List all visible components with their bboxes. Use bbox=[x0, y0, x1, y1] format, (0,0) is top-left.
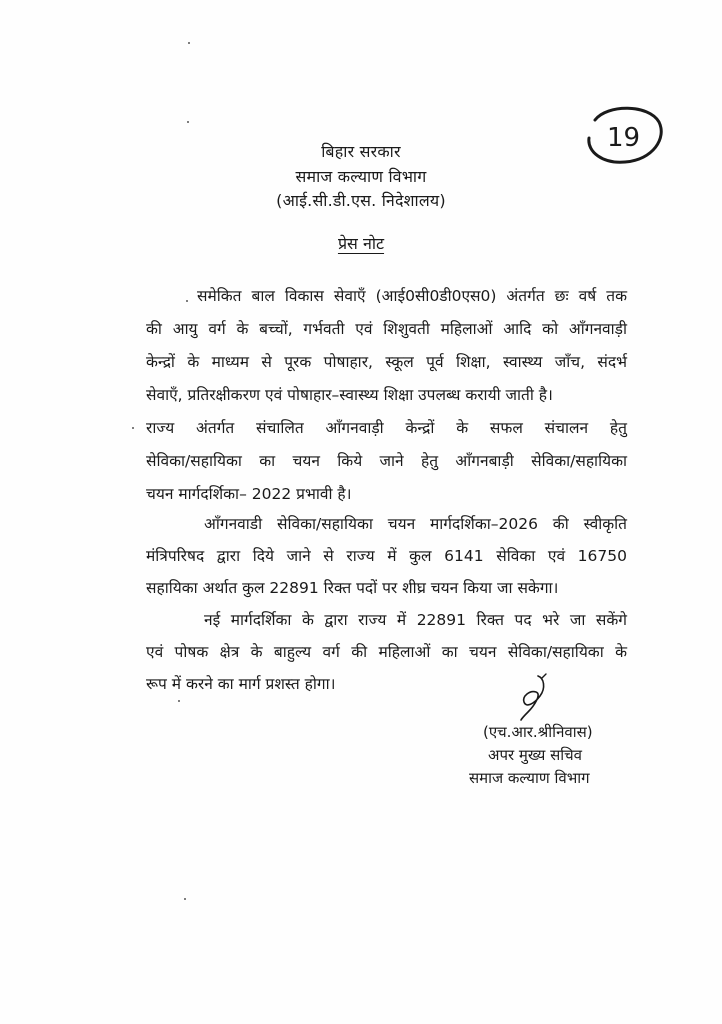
signatory-department: समाज कल्याण विभाग bbox=[469, 769, 590, 787]
signatory-designation: अपर मुख्य सचिव bbox=[488, 746, 582, 764]
scan-speck bbox=[132, 427, 134, 429]
paragraph-1-line: सेविका/सहायिका का चयन किये जाने हेतु आँगनबाड़ी सेविका/सहायिका bbox=[146, 452, 627, 470]
paragraph-1-line: केन्द्रों के माध्यम से पूरक पोषाहार, स्कूल पूर्व शिक्षा, स्वास्थ्य जाँच, संदर्भ bbox=[146, 353, 627, 371]
paragraph-2-line: मंत्रिपरिषद द्वारा दिये जाने से राज्य में कुल 6141 सेविका एवं 16750 bbox=[146, 547, 627, 565]
press-note-title bbox=[0, 232, 722, 254]
press-note-title-text: प्रेस नोट bbox=[337, 234, 385, 253]
scan-speck bbox=[188, 42, 190, 44]
paragraph-3-line: नई मार्गदर्शिका के द्वारा राज्य में 22891 रिक्त पद भरे जा सकेंगे bbox=[204, 611, 627, 629]
paragraph-1-line: की आयु वर्ग के बच्चों, गर्भवती एवं शिशुवती महिलाओं आदि को आँगनवाड़ी bbox=[146, 320, 627, 338]
paragraph-1-line: सेवाएँ, प्रतिरक्षीकरण एवं पोषाहार–स्वास्थ्य शिक्षा उपलब्ध करायी जाती है। bbox=[146, 386, 553, 404]
paragraph-2-line: आँगनवाडी सेविका/सहायिका चयन मार्गदर्शिका–2026 की स्वीकृति bbox=[204, 515, 627, 533]
handwritten-signature bbox=[512, 672, 552, 722]
paragraph-1-line: समेकित बाल विकास सेवाएँ (आई0सी0डी0एस0) अंतर्गत छः वर्ष तक bbox=[197, 287, 627, 305]
scan-speck bbox=[178, 700, 180, 702]
scan-speck bbox=[186, 300, 188, 302]
stamp-number: 19 bbox=[607, 123, 641, 153]
scan-speck bbox=[187, 121, 189, 123]
signatory-name: (एच.आर.श्रीनिवास) bbox=[483, 723, 593, 741]
paragraph-3-line: एवं पोषक क्षेत्र के बाहुल्य वर्ग की महिलाओं का चयन सेविका/सहायिका के bbox=[146, 643, 627, 661]
paragraph-1-line: चयन मार्गदर्शिका– 2022 प्रभावी है। bbox=[146, 485, 352, 503]
paragraph-2-line: सहायिका अर्थात कुल 22891 रिक्त पदों पर शीघ्र चयन किया जा सकेगा। bbox=[146, 579, 559, 597]
paragraph-1-line: राज्य अंतर्गत संचालित आँगनवाड़ी केन्द्रों के सफल संचालन हेतु bbox=[146, 419, 627, 437]
scan-speck bbox=[184, 898, 186, 900]
header-government: बिहार सरकार bbox=[321, 142, 401, 161]
header-department: समाज कल्याण विभाग bbox=[295, 167, 427, 186]
header-directorate: (आई.सी.डी.एस. निदेशालय) bbox=[276, 191, 446, 210]
paragraph-3-line: रूप में करने का मार्ग प्रशस्त होगा। bbox=[146, 675, 336, 693]
